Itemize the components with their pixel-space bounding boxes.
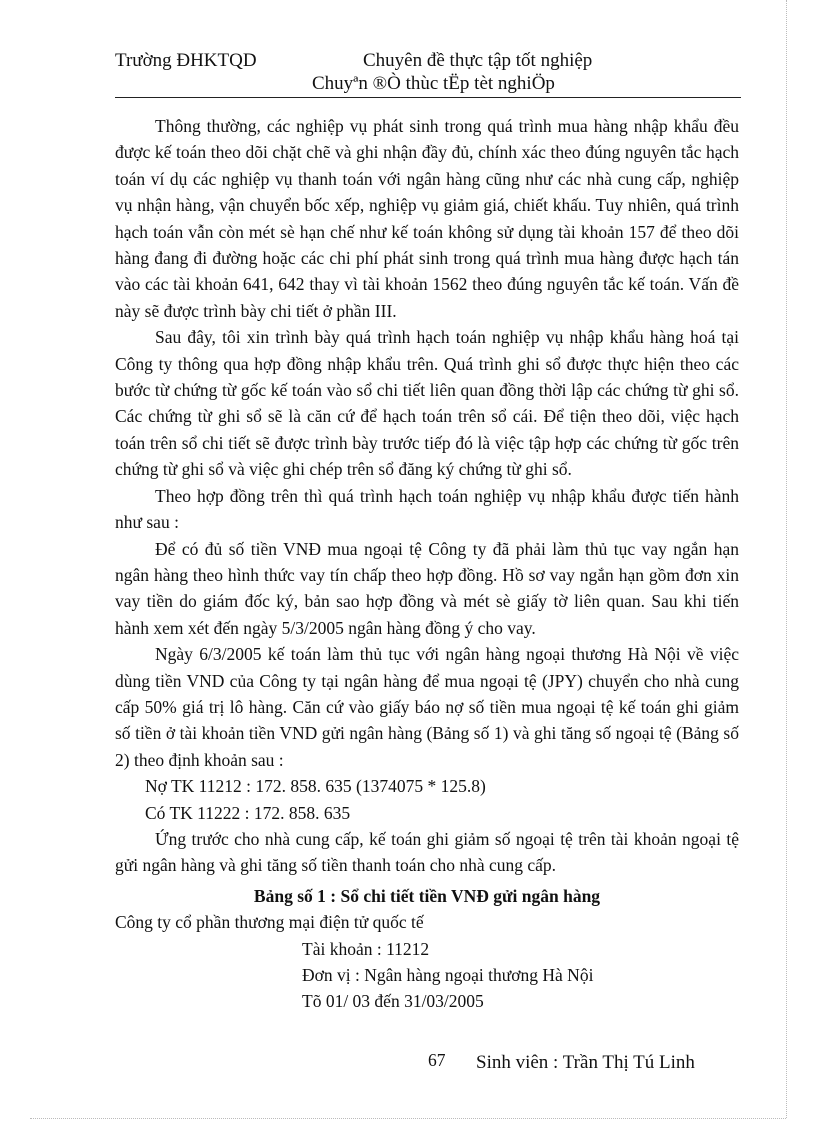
header-school: Trường ĐHKTQD — [115, 50, 257, 71]
table-title: Bảng số 1 : Sổ chi tiết tiền VNĐ gửi ngân hàng — [253, 885, 601, 906]
period-line: Tõ 01/ 03 đến 31/03/2005 — [302, 991, 484, 1012]
paragraph-5: Ngày 6/3/2005 kế toán làm thủ tục với ngân hàng ngoại thương Hà Nội về việc dùng tiền VND của Công ty tại ngân hàng để mua ngoại tệ (JPY) chuyển cho nhà cung cấp 50% giá trị lô hàng. Căn cứ vào giấy báo nợ số tiền mua ngoại tệ kế toán ghi giảm số tiền ở tài khoản tiền VND gửi ngân hàng (Bảng số 1) và ghi tăng số ngoại tệ (Bảng số 2) theo định khoản sau : — [115, 644, 739, 770]
header-topic-garbled: Chuyªn ®Ò thùc tËp tèt nghiÖp — [312, 73, 555, 94]
credit-entry: Có TK 11222 : 172. 858. 635 — [145, 802, 351, 823]
paragraph-2: Sau đây, tôi xin trình bày quá trình hạch toán nghiệp vụ nhập khẩu hàng hoá tại Công ty thông qua hợp đồng nhập khẩu trên. Quá trình ghi sổ được thực hiện theo các bước từ chứng từ gốc kế toán vào sổ chi tiết liên quan đồng thời lập các chứng từ ghi sổ. Các chứng từ ghi sổ sẽ là căn cứ để hạch toán trên sổ cái. Để tiện theo dõi, việc hạch toán trên sổ chi tiết sẽ được trình bày trước tiếp đó là việc tập hợp các chứng từ gốc trên chứng từ ghi sổ và việc ghi chép trên sổ đăng ký chứng từ ghi sổ. — [115, 327, 739, 480]
paragraph-4: Để có đủ số tiền VNĐ mua ngoại tệ Công ty đã phải làm thủ tục vay ngắn hạn ngân hàng theo hình thức vay tín chấp theo hợp đồng. Hồ sơ vay ngắn hạn gồm đơn xin vay tiền do giám đốc ký, bản sao hợp đồng và mét sè giấy tờ liên quan. Sau khi tiến hành xem xét đến ngày 5/3/2005 ngân hàng đồng ý cho vay. — [115, 538, 739, 638]
paragraph-6: Ứng trước cho nhà cung cấp, kế toán ghi giảm số ngoại tệ trên tài khoản ngoại tệ gửi ngân hàng và ghi tăng số tiền thanh toán cho nhà cung cấp. — [115, 828, 739, 876]
page-number: 67 — [428, 1050, 446, 1070]
student-name: Sinh viên : Trần Thị Tú Linh — [476, 1052, 695, 1073]
account-line: Tài khoản : 11212 — [302, 938, 430, 959]
paragraph-3: Theo hợp đồng trên thì quá trình hạch toán nghiệp vụ nhập khẩu được tiến hành như sau : — [115, 485, 739, 533]
right-dotted-border — [786, 0, 787, 1118]
paragraph-1: Thông thường, các nghiệp vụ phát sinh trong quá trình mua hàng nhập khẩu đều được kế toán theo dõi chặt chẽ và ghi nhận đầy đủ, chính xác theo đúng nguyên tắc hạch toán ví dụ các nghiệp vụ thanh toán với ngân hàng cũng như các nhà cung cấp, nghiệp vụ nhận hàng, vận chuyển bốc xếp, nghiệp vụ giảm giá, chiết khấu. Tuy nhiên, quá trình hạch toán vẫn còn mét sè hạn chế như kế toán không sử dụng tài khoản 157 để theo dõi hàng đang đi đường hoặc các chi phí phát sinh trong quá trình mua hàng được hạch tán vào các tài khoản 641, 642 thay vì tài khoản 1562 theo đúng nguyên tắc kế toán. Vấn đề này sẽ được trình bày chi tiết ở phần III. — [115, 116, 739, 321]
header-rule — [115, 97, 741, 98]
header-topic: Chuyên đề thực tập tốt nghiệp — [363, 50, 593, 71]
unit-line: Đơn vị : Ngân hàng ngoại thương Hà Nội — [302, 965, 594, 985]
bottom-dotted-border — [30, 1118, 786, 1119]
debit-entry: Nợ TK 11212 : 172. 858. 635 (1374075 * 125.8) — [145, 776, 486, 797]
document-body — [115, 113, 739, 1015]
company-name: Công ty cổ phần thương mại điện tử quốc tế — [115, 912, 424, 933]
